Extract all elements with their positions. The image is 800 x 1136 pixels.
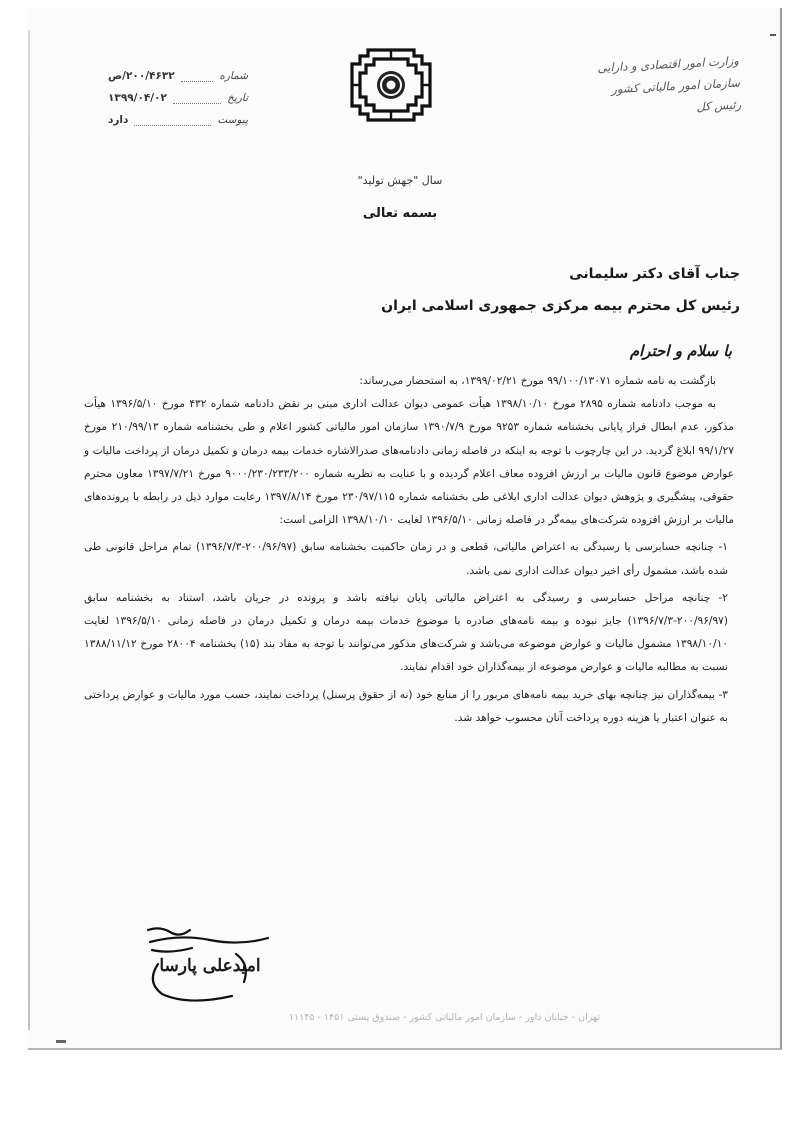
letter-attachment-row <box>108 104 248 126</box>
date-label: تاریخ <box>227 92 248 104</box>
date-value: ۱۳۹۹/۰۴/۰۲ <box>108 92 167 104</box>
letter-body <box>84 370 734 730</box>
body-paragraph: بازگشت به نامه شماره ۹۹/۱۰۰/۱۳۰۷۱ مورخ ۱۳۹۹/۰۲/۲۱، به استحضار می‌رساند: <box>359 375 716 387</box>
scan-edge <box>28 30 30 1030</box>
attachment-label: پیوست <box>217 114 248 126</box>
letter-number-row <box>108 60 248 82</box>
signatory-name: امیدعلی پارسا <box>159 956 261 976</box>
scan-mark <box>770 34 776 36</box>
dotted-line <box>173 93 221 104</box>
number-label: شماره <box>219 70 248 82</box>
addressee-title: رئیس کل محترم بیمه مرکزی جمهوری اسلامی ایران <box>381 298 740 314</box>
dotted-line <box>134 115 211 126</box>
year-motto: سال "جهش تولید" <box>357 174 443 187</box>
letter-date-row <box>108 82 248 104</box>
bismillah: بسمه تعالی <box>362 206 438 221</box>
handwritten-greeting: با سلام و احترام <box>629 342 732 360</box>
attachment-value: دارد <box>108 114 129 126</box>
addressee <box>380 258 740 322</box>
scan-mark <box>56 1040 66 1043</box>
addressee-name: جناب آقای دکتر سلیمانی <box>569 266 740 282</box>
ministry-line: سازمان امور مالیاتی کشور <box>610 75 741 97</box>
ministry-line: وزارت امور اقتصادی و دارایی <box>597 53 740 75</box>
body-item: ۳- بیمه‌گذاران نیز چنانچه بهای خرید بیمه نامه‌های مربور را از منابع خود (نه از حقوق پرسنل) پرداخت نمایند، حسب مورد مالیات و عوارض پرداختی به عنوان اعتبار یا هزینه دوره پرداخت آنان محسوب خواهد شد. <box>84 688 728 724</box>
body-item: ۱- چنانچه حسابرسی یا رسیدگی به اعتراض مالیاتی، قطعی و در زمان حاکمیت بخشنامه سابق (۲۰۰/۹۶/۹۷-۱۳۹۶/۷/۳) تمام مراحل قانونی طی شده باشد، مشمول رأی اخیر دیوان عدالت اداری نمی باشد. <box>84 541 728 577</box>
body-paragraph: به موجب دادنامه شماره ۲۸۹۵ مورخ ۱۳۹۸/۱۰/۱۰ هیأت عمومی دیوان عدالت اداری مبنی بر نقض دادنامه شماره ۴۳۲ مورخ ۱۳۹۶/۵/۱۰ هیأت مذکور، عدم ابطال فراز پایانی بخشنامه شماره ۹۲۵۳ مورخ ۱۳۹۰/۷/۹ سازمان امور مالیاتی کشور اعلام و طی بخشنامه شماره ۲۱۰/۹۹/۱۳ مورخ ۹۹/۱/۲۷ ابلاغ گردید. در این چارچوب با توجه به اینکه در فاصله زمانی دادنامه‌های صدرالاشاره خدمات بیمه درمان و تکمیل درمان از پرداخت مالیات و عوارض موضوع قانون مالیات بر ارزش افزوده معاف اعلام گردیده و با عنایت به نظریه شماره ۹۰۰۰/۲۳۰/۲۳۳/۲۰۰ مورخ ۱۳۹۷/۷/۲۱ معاون محترم حقوقی، پیشگیری و پژوهش دیوان عدالت اداری ابلاغی طی بخشنامه شماره ۲۳۰/۹۷/۱۱۵ مورخ ۱۳۹۷/۸/۱۴ رعایت موارد ذیل در رابطه با پرونده‌های مالیات بر ارزش افزوده شرکت‌های بیمه‌گر در فاصله زمانی ۱۳۹۶/۵/۱۰ لغایت ۱۳۹۸/۱۰/۱۰ الزامی است: <box>84 398 734 527</box>
letter-metadata <box>108 60 248 126</box>
ministry-header <box>566 50 741 125</box>
number-value: ۲۰۰/۴۶۳۲/ص <box>108 70 175 82</box>
tax-organization-emblem <box>348 46 434 124</box>
ministry-line: رئیس کل <box>695 97 742 114</box>
body-item: ۲- چنانچه مراحل حسابرسی و رسیدگی به اعتراض مالیاتی پایان نیافته باشد و پرونده در جریان باشد، استناد به بخشنامه سابق (۲۰۰/۹۶/۹۷-۱۳۹۶/۷/۳) جایز نبوده و بیمه نامه‌های صادره با موضوع خدمات بیمه درمان و تکمیل درمان در فاصله زمانی ۱۳۹۶/۵/۱۰ لغایت ۱۳۹۸/۱۰/۱۰ مشمول مالیات و عوارض موضوعه می‌باشد و شرکت‌های مذکور می‌توانند با توجه به مفاد بند (۱۵) بخشنامه ۲۸۰۰۴ مورخ ۱۳۸۸/۱۱/۱۲ نسبت به مطالبه مالیات و عوارض موضوعه از بیمه‌گذاران خود اقدام نمایند. <box>84 591 728 674</box>
footer-address: تهران - خیابان داور - سازمان امور مالیاتی کشور - صندوق پستی ۱۴۵۱ - ۱۱۱۴۵ <box>288 1012 600 1023</box>
dotted-line <box>181 71 214 82</box>
